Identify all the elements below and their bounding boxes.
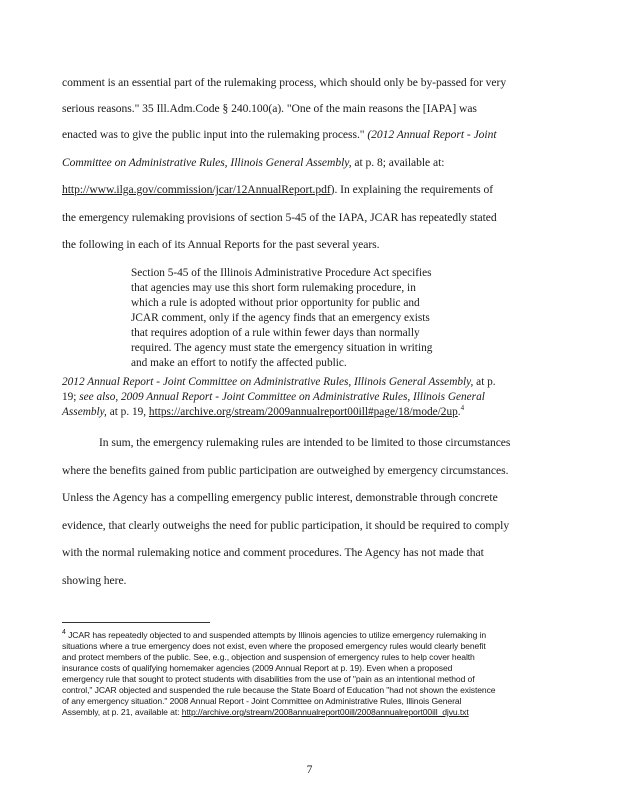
citation-line-3 [62, 406, 464, 418]
body-line-2: serious reasons." 35 Ill.Adm.Code § 240.100(a). "One of the main reasons the [IAPA] was [62, 102, 477, 115]
body-line-3-text: enacted was to give the public input into the rulemaking process." [62, 128, 368, 141]
body-line-4 [62, 156, 444, 169]
footnote-line-5: emergency rule that sought to protect students with disabilities from the use of "pain as an intentional method of [62, 674, 475, 684]
body-line-7: the following in each of its Annual Reports for the past several years. [62, 238, 380, 251]
quote-line-1: Section 5-45 of the Illinois Administrative Procedure Act specifies [131, 267, 432, 279]
quote-line-5: that requires adoption of a rule within fewer days than normally [131, 327, 420, 339]
footnote-line-1-text: JCAR has repeatedly objected to and suspended attempts by Illinois agencies to utilize emergency rulemaking in [65, 630, 487, 640]
body2-line-6: showing here. [62, 574, 127, 587]
footnote-line-3: and protect members of the public. See, e.g., objection and suspension of emergency rules to help cover health [62, 652, 475, 662]
quote-line-7: and make an effort to notify the affected public. [131, 357, 347, 369]
citation-line-3-mid: at p. 19, [106, 406, 149, 418]
body2-line-4: evidence, that clearly outweighs the need for public participation, it should be required to comply [62, 519, 510, 532]
body2-line-2: where the benefits gained from public participation are outweighed by emergency circumstances. [62, 464, 509, 477]
footnote-line-7: of any emergency situation." 2008 Annual Report - Joint Committee on Administrative Rules, Illinois General [62, 696, 462, 706]
footnote-line-8 [62, 707, 469, 717]
citation-line-1 [62, 376, 496, 388]
archive-2009-link[interactable]: https://archive.org/stream/2009annualreport00ill#page/18/mode/2up [148, 406, 458, 418]
footnote-line-8-head: Assembly, at p. 21, available at: [62, 707, 182, 717]
quote-line-6: required. The agency must state the emergency situation in writing [131, 342, 433, 354]
report-citation: (2012 Annual Report - Joint [367, 128, 497, 141]
body2-line-5: with the normal rulemaking notice and comment procedures. The Agency has not made that [62, 546, 484, 559]
quote-line-2: that agencies may use this short form rulemaking procedure, in [131, 282, 416, 294]
quote-line-3: which a rule is adopted without prior opportunity for public and [131, 297, 420, 309]
body-line-4-tail: at p. 8; available at: [351, 156, 445, 169]
body-line-1: comment is an essential part of the rulemaking process, which should only be by-passed for very [62, 76, 507, 89]
body-line-3 [62, 128, 497, 141]
footnote-line-2: situations where a true emergency does not exist, even where the proposed emergency rules would clearly benefit [62, 641, 486, 651]
footnote-line-1 [62, 630, 486, 640]
body-line-5 [62, 183, 493, 196]
citation-assembly: Assembly, [62, 406, 107, 418]
archive-2008-link[interactable]: http://archive.org/stream/2008annualreport00ill/2008annualreport00ill_djvu.txt [181, 707, 469, 717]
citation-line-2 [62, 391, 485, 403]
citation-2012-report: 2012 Annual Report - Joint Committee on Administrative Rules, Illinois General Assembly, [62, 376, 474, 388]
page-number: 7 [306, 763, 313, 776]
body2-line-1: In sum, the emergency rulemaking rules are intended to be limited to those circumstances [99, 436, 511, 449]
body-line-6: the emergency rulemaking provisions of section 5-45 of the IAPA, JCAR has repeatedly stated [62, 211, 497, 224]
body2-line-3: Unless the Agency has a compelling emergency public interest, demonstrable through concrete [62, 491, 498, 504]
footnote-line-4: insurance costs of qualifying homemaker agencies (2009 Annual Report at p. 19). Even when a proposed [62, 663, 453, 673]
citation-line-1-tail: at p. [473, 376, 496, 388]
citation-line-2-head: 19; [62, 391, 80, 403]
quote-line-4: JCAR comment, only if the agency finds that an emergency exists [131, 312, 430, 324]
citation-2009-report: see also, 2009 Annual Report - Joint Committee on Administrative Rules, Illinois General [79, 391, 485, 403]
ilga-report-link[interactable]: http://www.ilga.gov/commission/jcar/12AnnualReport.pdf [62, 183, 331, 196]
footnote-ref-4[interactable]: 4 [460, 404, 465, 413]
citation-line-3-end: . [457, 406, 461, 418]
footnote-separator [62, 622, 210, 623]
body-line-5-tail: ). In explaining the requirements of [330, 183, 494, 196]
committee-citation: Committee on Administrative Rules, Illinois General Assembly, [62, 156, 352, 169]
footnote-marker: 4 [62, 629, 66, 637]
footnote-line-6: control," JCAR objected and suspended the rule because the State Board of Education "had not shown the existence [62, 685, 496, 695]
